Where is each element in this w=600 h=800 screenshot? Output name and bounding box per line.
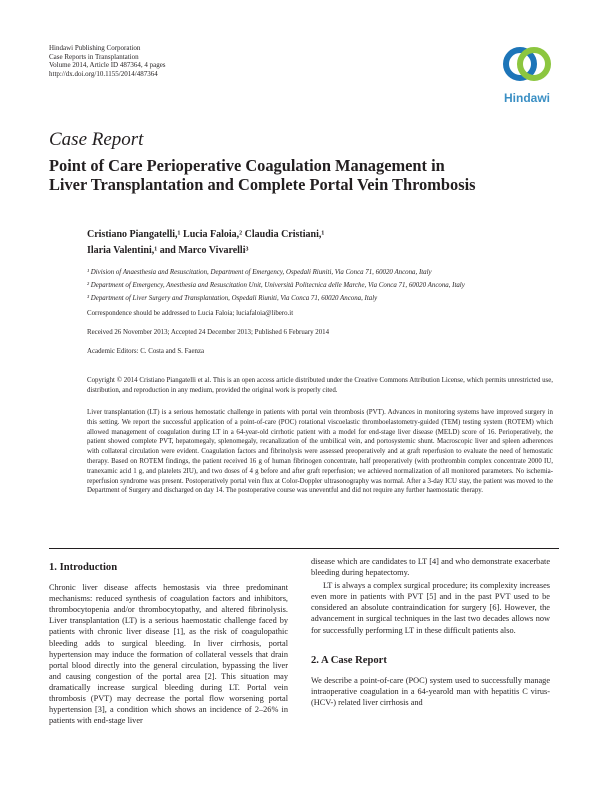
- author-line-2: Ilaria Valentini,¹ and Marco Vivarelli³: [87, 245, 249, 256]
- journal-header: [49, 44, 166, 78]
- abstract: Liver transplantation (LT) is a serious hemostatic challenge in patients with portal vein thrombosis (PVT). Advances in monitoring systems have improved surgery in this setting. We report the successful application of a point-of-care (POC) rotational viscoelastic thromboelastometry-guided (TEM) testing system (ROTEM) which allowed management of coagulation during LT in a 64-year-old cirrhotic patient with a model for end-stage liver disease (MELD) score of 16. Perioperatively, the patient showed complete PVT, hepatomegaly, splenomegaly, recanalization of the umbilical vein, and portosystemic shunt. Macroscopic liver and spleen adherences with collateral circulation were evident. Coagulation factors and fibrinolysis were assessed preoperatively and at graft reperfusion to evaluate the need of hemostatic therapy. Based on ROTEM findings, the patient received 16 g of human fibrinogen concentrate, half preoperatively (with prothrombin complex concentrate 2000 IU, tranexamic acid 1 g, and platelets 2IU), and two doses of 4 g before and after graft reperfusion; we achieved normalization of all monitored parameters. No ischemia-reperfusion syndrome was present. Postoperatively portal vein flux at Color-Doppler ultrasonography was normal. After a 3-day ICU stay, the patient was moved to the Department of Surgery and discharged on day 14. The postoperative course was uneventful and did not require any further haemostatic therapy.: [87, 409, 553, 495]
- case-report-paragraph: We describe a point-of-care (POC) system used to successfully manage intraoperative coagulation in a 64-yearold man with hepatitis C virus- (HCV-) related liver cirrhosis and: [311, 675, 550, 707]
- volume-info: Volume 2014, Article ID 487364, 4 pages: [49, 61, 166, 70]
- academic-editors: Academic Editors: C. Costa and S. Faenza: [87, 348, 205, 355]
- title-line-2: Liver Transplantation and Complete Portal Vein Thrombosis: [49, 175, 476, 194]
- journal-name: Case Reports in Transplantation: [49, 52, 139, 61]
- author-list: [87, 227, 547, 259]
- section-heading-introduction: 1. Introduction: [49, 562, 118, 573]
- copyright-notice: Copyright © 2014 Cristiano Piangatelli et al. This is an open access article distributed under the Creative Commons Attribution License, which permits unrestricted use, distribution, and reproduction in any medium, provided the original work is properly cited.: [87, 377, 553, 394]
- title-line-1: Point of Care Perioperative Coagulation Management in: [49, 156, 445, 175]
- intro-paragraph: Chronic liver disease affects hemostasis via three predominant mechanisms: reduced synthesis of coagulation factors and inhibitors, thrombocytopenia and/or thrombocytopathy, and altered fibrinolysis. Liver transplantation (LT) is a serious haemostatic challenge faced by patients with chronic liver disease [1], as the risk of coagulopathic bleeding adds to surgical bleeding. In liver cirrhosis, portal hypertension may induce the formation of collateral vessels that drain portal blood directly into the general circulation, bypassing the liver and causing congestion of the portal area [2]. This situation may dramatically increase surgical bleeding during LT. Portal vein thrombosis (PVT) may decrease the portal flow worsening portal hypertension [3], a condition which shows an incidence of 2–26% in patients with end-stage liver: [49, 583, 288, 726]
- affiliation-2: ² Department of Emergency, Anesthesia and Resuscitation Unit, Università Politecnica delle Marche, Via Conca 71, 60020 Ancona, Italy: [87, 282, 465, 289]
- correspondence: Correspondence should be addressed to Lucia Faloia; luciafaloia@libero.it: [87, 310, 294, 317]
- publication-dates: Received 26 November 2013; Accepted 24 December 2013; Published 6 February 2014: [87, 329, 330, 336]
- affiliation-1: ¹ Division of Anaesthesia and Resuscitation, Department of Emergency, Ospedali Riuniti, Via Conca 71, 60020 Ancona, Italy: [87, 269, 432, 276]
- article-type: Case Report: [49, 129, 144, 150]
- logo-text: Hindawi: [503, 91, 550, 105]
- article-title: [49, 156, 559, 194]
- affiliation-3: ³ Department of Liver Surgery and Transplantation, Ospedali Riuniti, Via Conca 71, 60020 Ancona, Italy: [87, 295, 378, 302]
- author-line-1: Cristiano Piangatelli,¹ Lucia Faloia,² Claudia Cristiani,¹: [87, 229, 325, 240]
- affiliations: [87, 266, 567, 305]
- section-heading-case-report: 2. A Case Report: [311, 654, 387, 666]
- hindawi-logo: [497, 42, 557, 108]
- left-column: [49, 562, 288, 726]
- intro-paragraph-2: LT is always a complex surgical procedure; its complexity increases even more in patients with PVT [5] and in the past PVT used to be considered an absolute contraindication for surgery [6]. However, the advancement in surgical techniques in the last two decades allows now for successfully performing LT in these difficult patients also.: [311, 581, 550, 635]
- hindawi-logo-icon: [497, 42, 557, 90]
- doi-link[interactable]: http://dx.doi.org/10.1155/2014/487364: [49, 69, 158, 78]
- intro-paragraph-continued: disease which are candidates to LT [4] and who demonstrate exacerbate bleeding during hepatectomy.: [311, 557, 550, 578]
- divider: [49, 548, 559, 549]
- right-column: [311, 556, 550, 708]
- publisher-name: Hindawi Publishing Corporation: [49, 44, 141, 52]
